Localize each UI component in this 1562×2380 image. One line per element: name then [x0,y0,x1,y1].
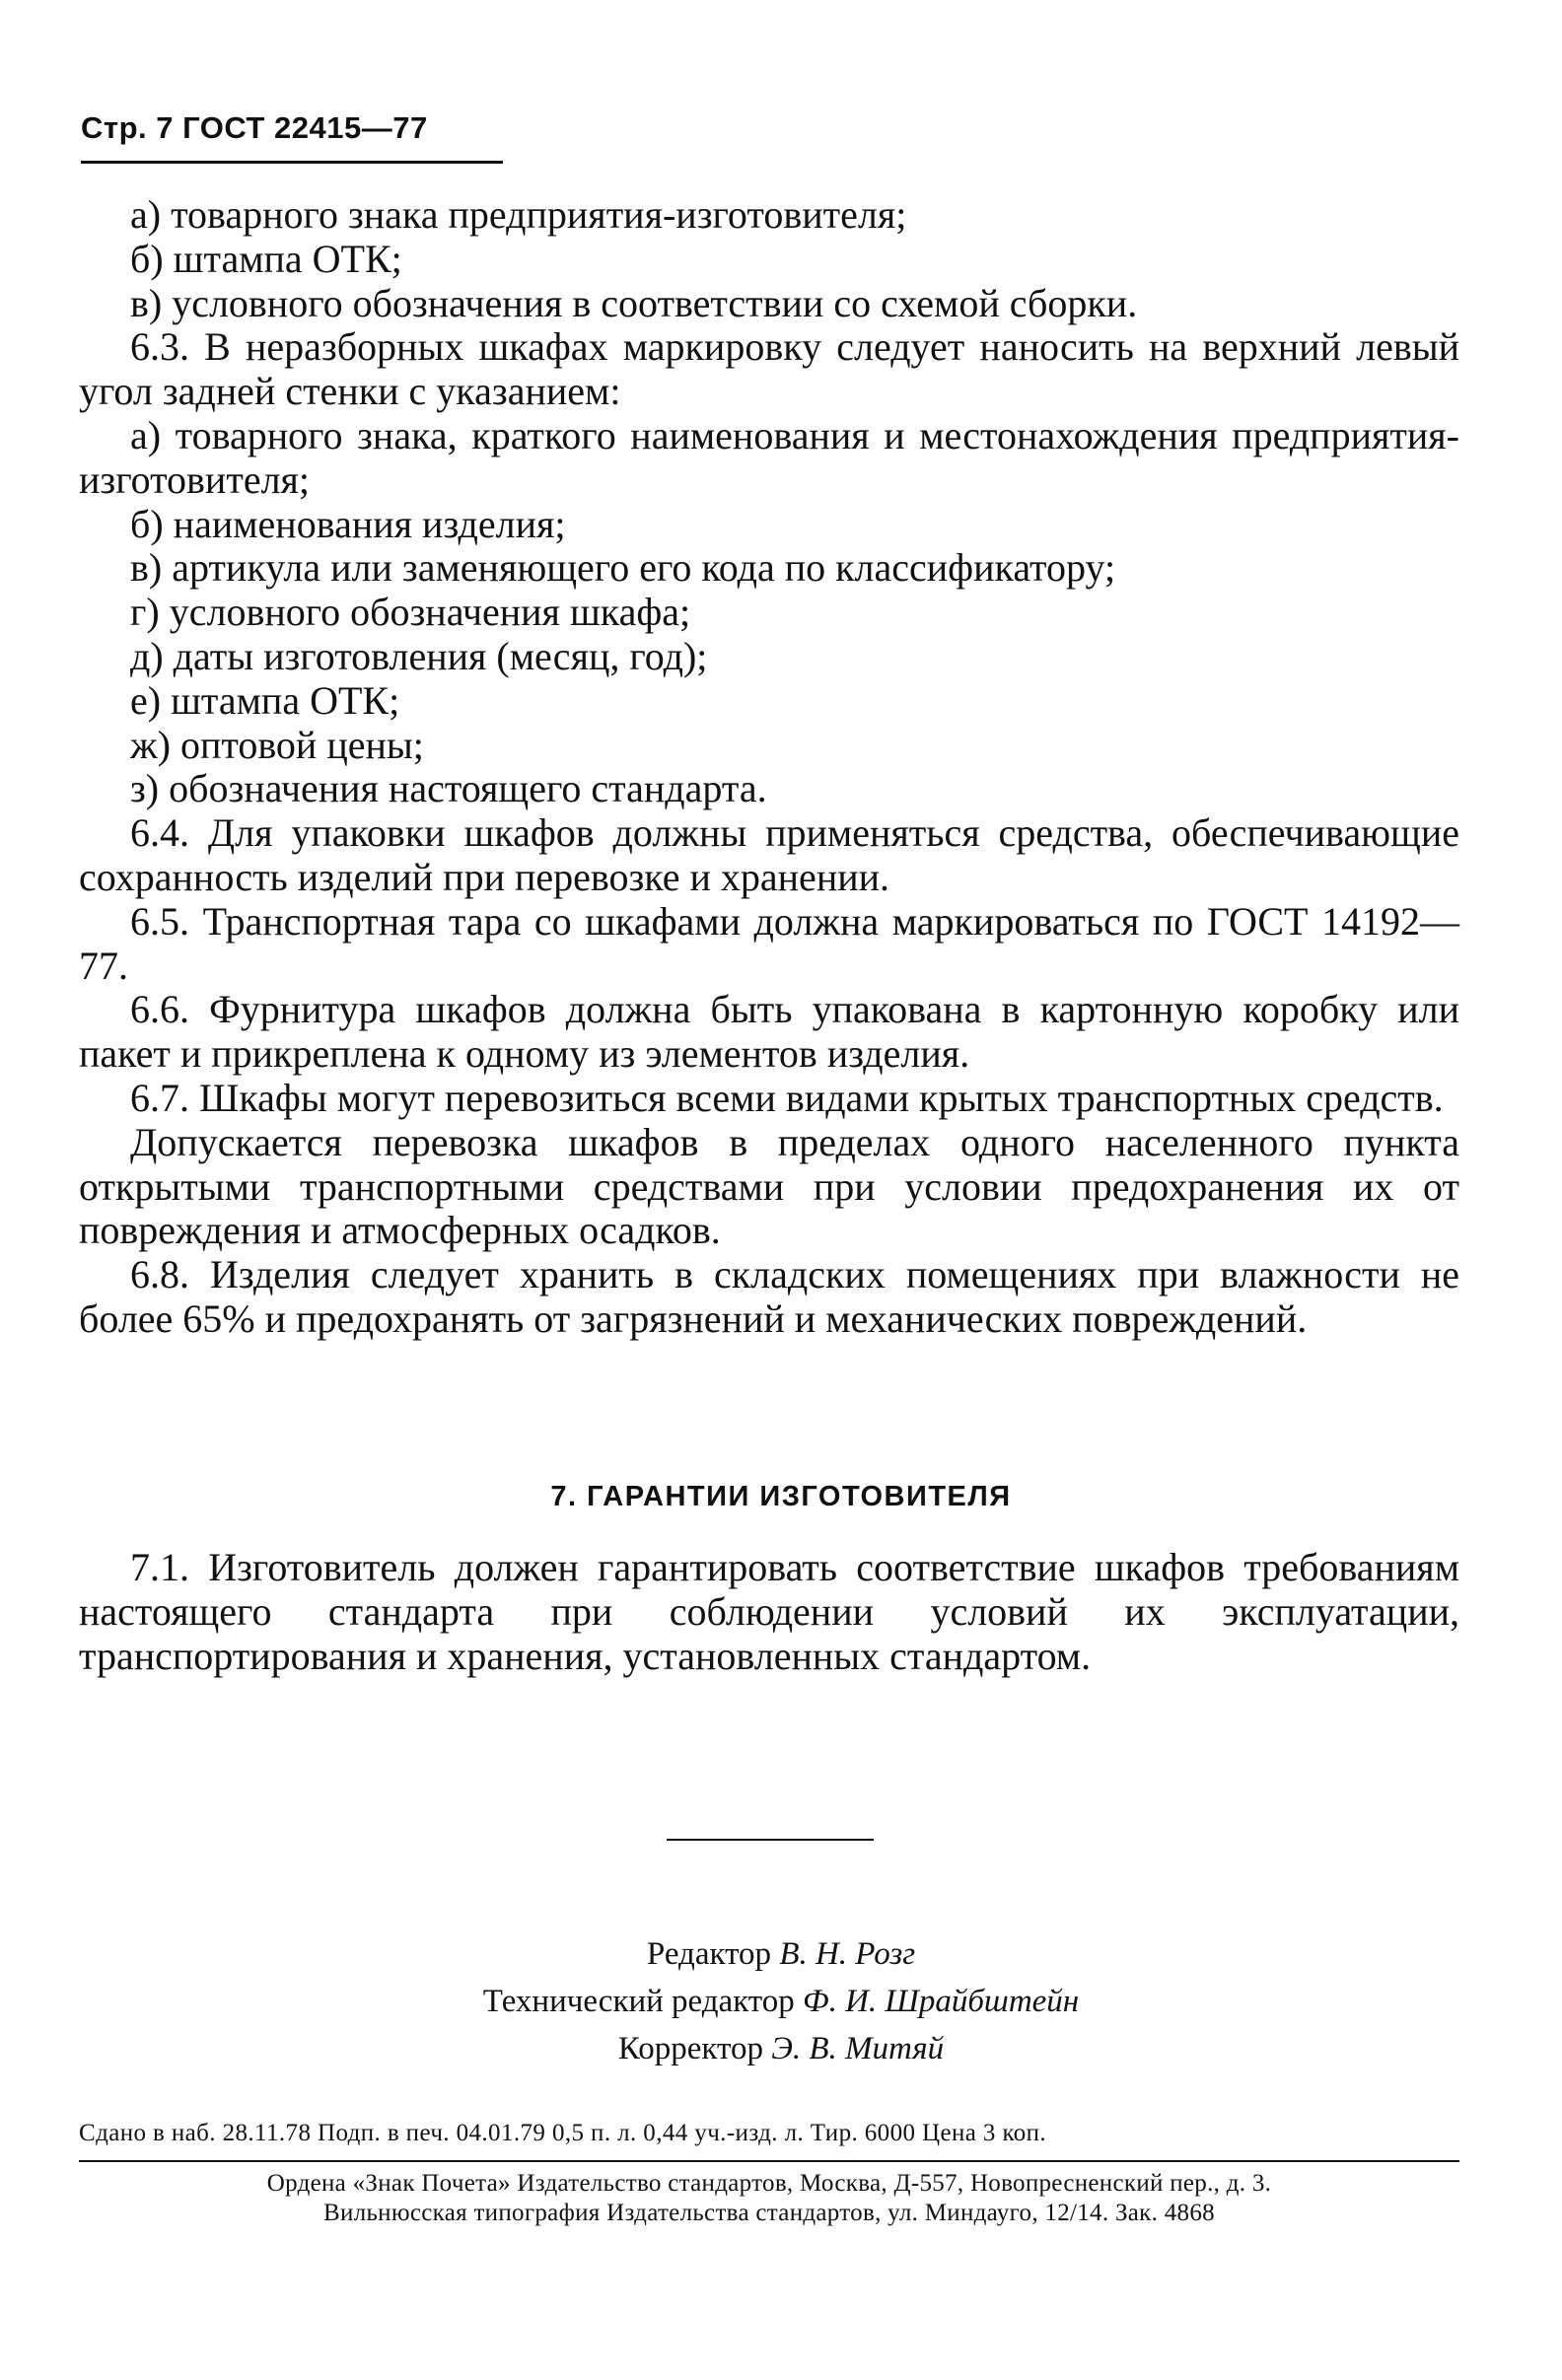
paragraph-6-6: 6.6. Фурнитура шкафов должна быть упакована в картонную коробку или пакет и прикреплена к одному из элементов изделия. [79,987,1459,1077]
item-6-3-g: г) условного обозначения шкафа; [130,590,691,635]
print-imprint: Сдано в наб. 28.11.78 Подп. в печ. 04.01.79 0,5 п. л. 0,44 уч.-изд. л. Тир. 6000 Цена 3 коп. [79,2120,1047,2146]
paragraph-6-3: 6.3. В неразборных шкафах маркировку следует наносить на верхний левый угол задней стенки с указанием: [79,324,1459,414]
proofreader-line [0,2025,1562,2072]
body-text [79,193,1459,1342]
credits-block [0,1930,1562,2072]
paragraph-7-1: 7.1. Изготовитель должен гарантировать соответствие шкафов требованиям настоящего стандарта при соблюдении условий их эксплуатации, транспортирования и хранения, установленных стандартом. [79,1545,1459,1678]
editor-label: Редактор [646,1936,772,1972]
item-6-2-v: в) условного обозначения в соответствии со схемой сборки. [130,280,1138,325]
item-6-3-d: д) даты изготовления (месяц, год); [130,633,708,678]
item-6-3-zh: ж) оптовой цены; [130,722,424,767]
item-6-3-v: в) артикула или заменяющего его кода по классификатору; [130,545,1116,591]
proofreader-label: Корректор [617,2031,763,2066]
paragraph-6-7-note: Допускается перевозка шкафов в пределах одного населенного пункта открытыми транспортными средствами при условии предохранения их от повреждения и атмосферных осадков. [79,1119,1459,1253]
publisher-line-2: Вильнюсская типография Издательства стандартов, ул. Миндауго, 12/14. Зак. 4868 [323,2200,1215,2226]
tech-editor-name: Ф. И. Шрайбштейн [803,1984,1080,2019]
editor-line [0,1930,1562,1978]
section-7-title: 7. ГАРАНТИИ ИЗГОТОВИТЕЛЯ [550,1481,1012,1512]
item-6-2-a: а) товарного знака предприятия-изготовителя; [130,192,907,237]
publisher-line-1: Ордена «Знак Почета» Издательство стандартов, Москва, Д-557, Новопресненский пер., д. 3. [266,2170,1272,2197]
proofreader-name: Э. В. Митяй [771,2031,945,2066]
publisher-block [79,2169,1459,2228]
paragraph-6-8: 6.8. Изделия следует хранить в складских помещениях при влажности не более 65% и предохранять от загрязнений и механических повреждений. [79,1252,1459,1341]
item-6-3-z: з) обозначения настоящего стандарта. [130,766,767,811]
item-6-3-e: е) штампа ОТК; [130,677,400,723]
imprint-rule [79,2160,1459,2162]
tech-editor-line [0,1978,1562,2025]
header-rule [81,161,503,164]
page-header: Стр. 7 ГОСТ 22415—77 [81,110,428,145]
tech-editor-label: Технический редактор [482,1984,795,2019]
editor-name: В. Н. Розг [779,1936,916,1972]
item-6-3-b: б) наименования изделия; [130,501,566,546]
section-7-text [79,1546,1459,1678]
item-6-2-b: б) штампа ОТК; [130,236,402,281]
paragraph-6-5: 6.5. Транспортная тара со шкафами должна маркироваться по ГОСТ 14192—77. [79,898,1459,988]
paragraph-6-4: 6.4. Для упаковки шкафов должны применяться средства, обеспечивающие сохранность изделий при перевозке и хранении. [79,810,1459,899]
separator-rule [667,1839,874,1841]
paragraph-6-7: 6.7. Шкафы могут перевозиться всеми видами крытых транспортных средств. [130,1075,1444,1120]
item-6-3-a: а) товарного знака, краткого наименования и местонахождения предприятия-изготовителя; [79,412,1459,502]
